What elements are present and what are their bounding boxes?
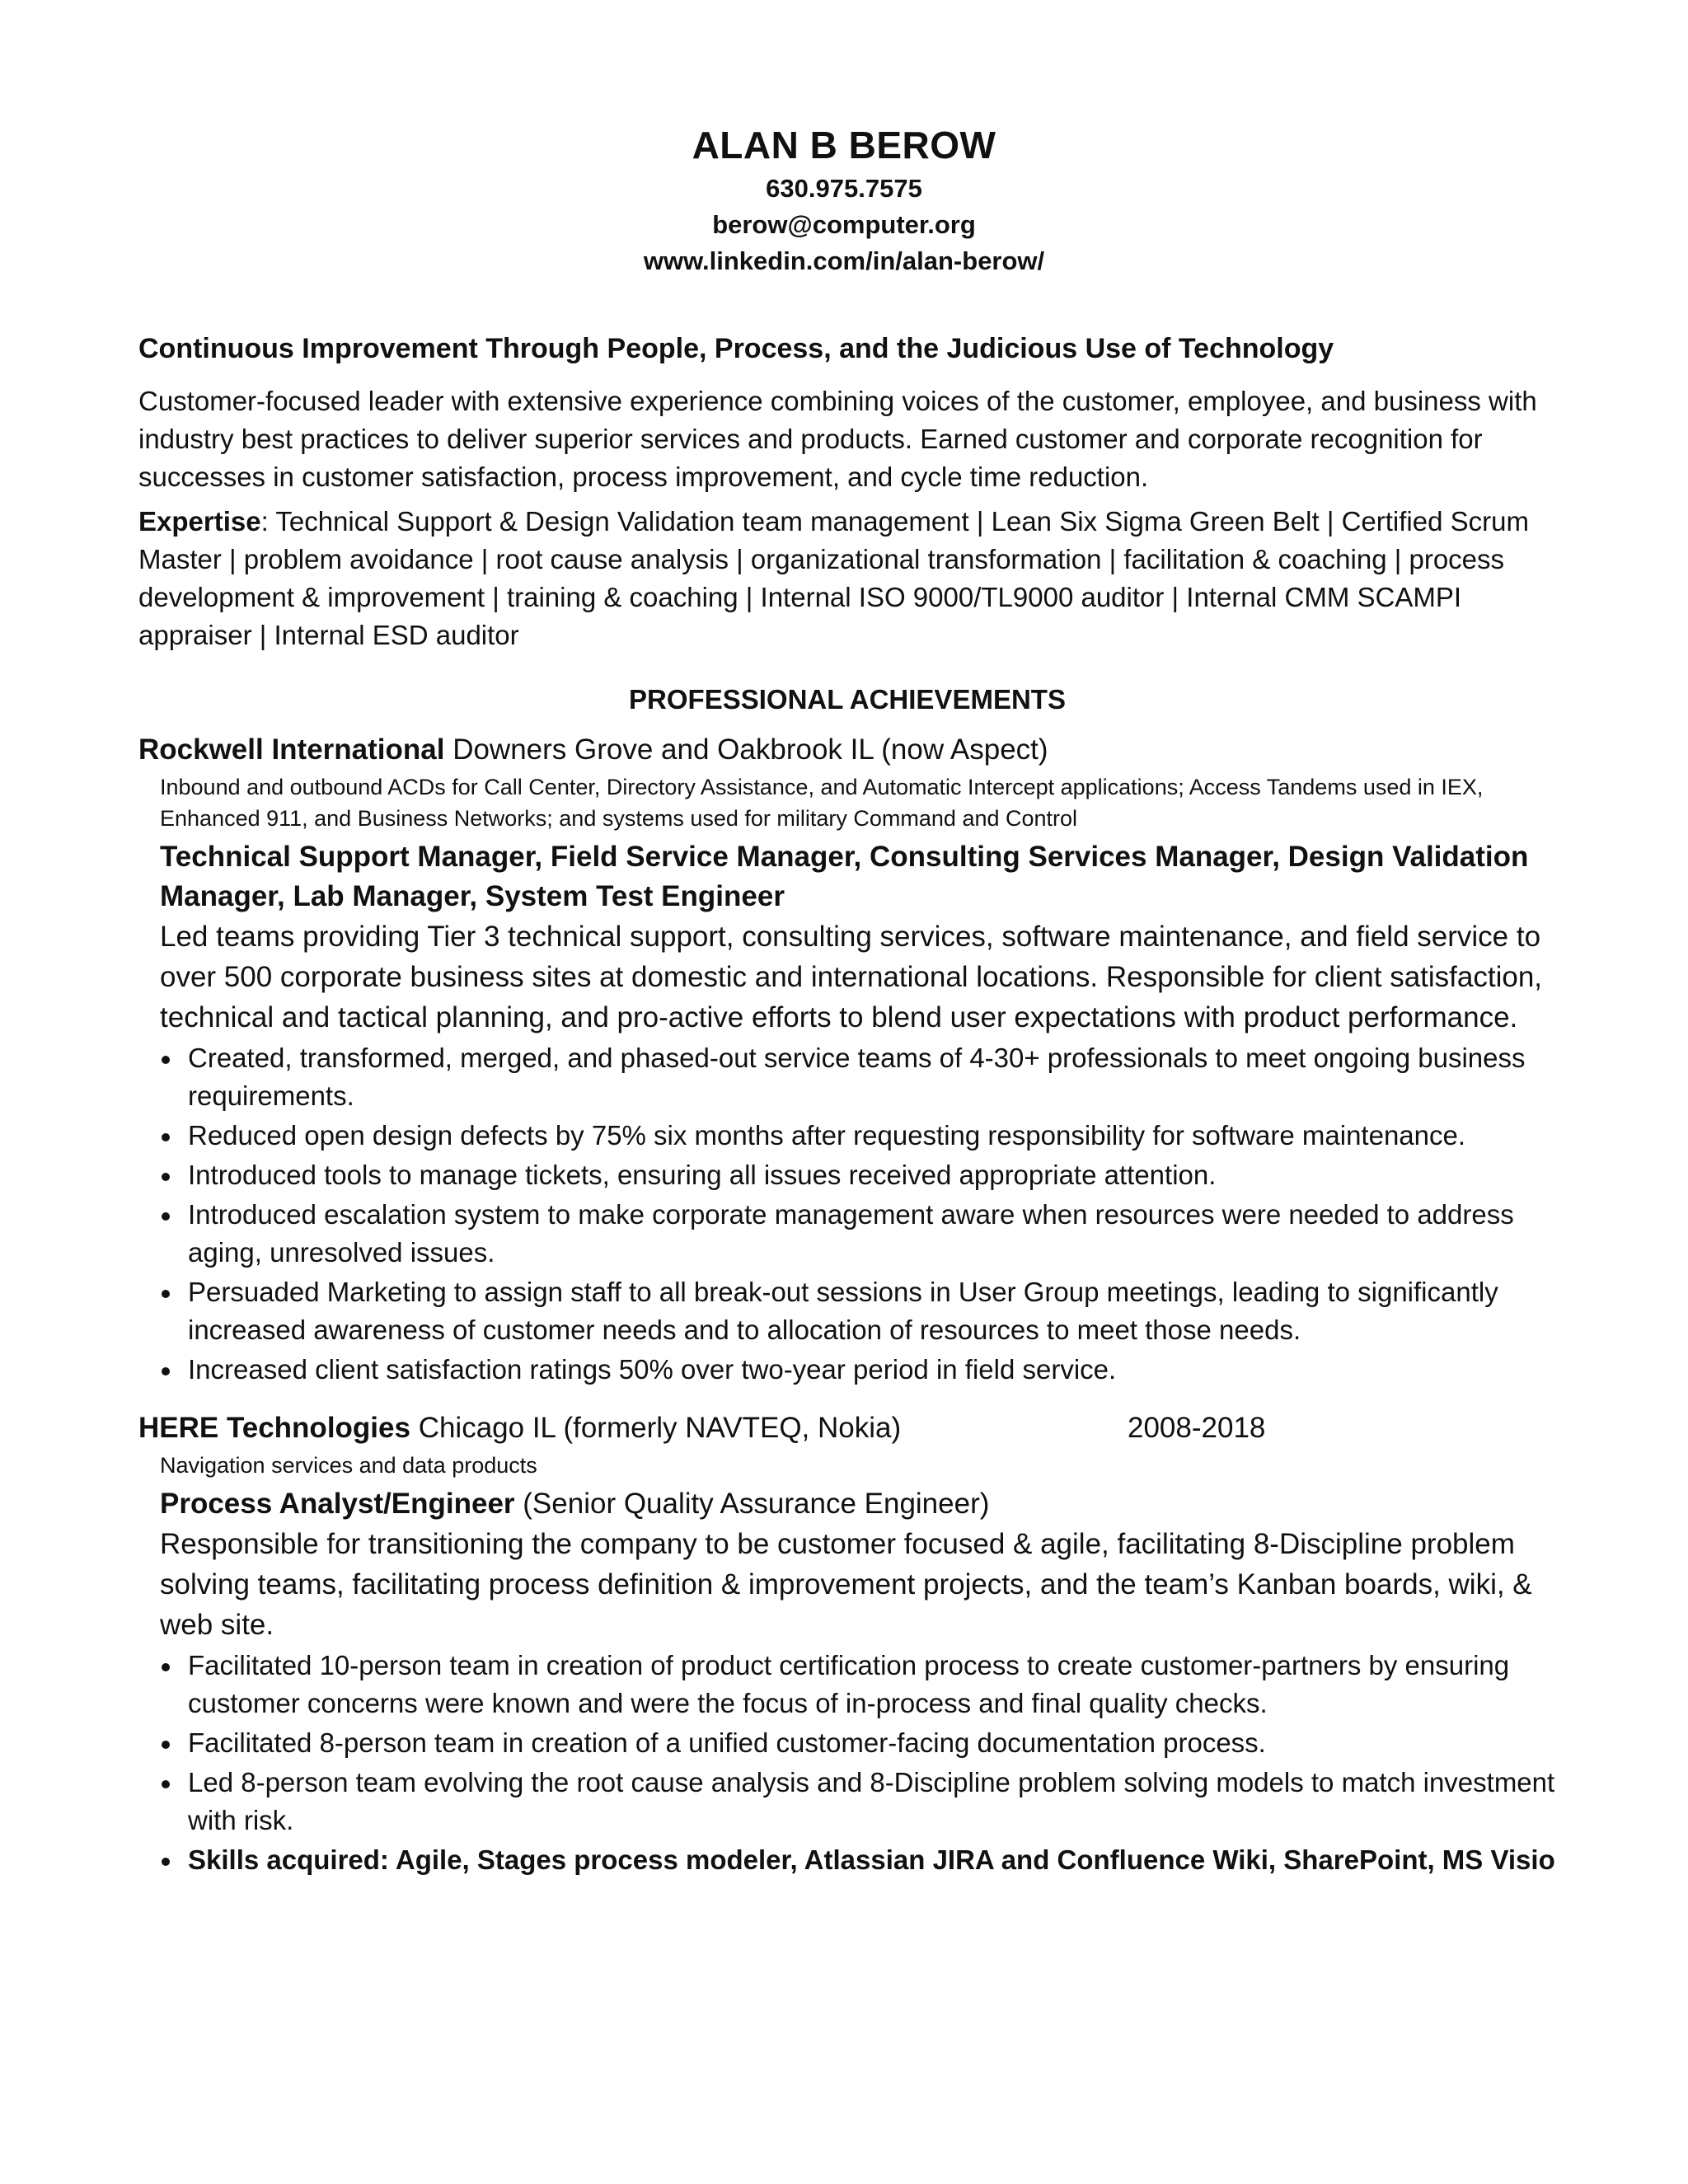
expertise-paragraph: [138, 503, 1556, 654]
company-description: Inbound and outbound ACDs for Call Center, Directory Assistance, and Automatic Intercept applications; Access Tandems used in IEX, Enhanced 911, and Business Networks; and systems used for military Command and Control: [160, 775, 1484, 831]
achievement-list: [160, 1039, 1556, 1389]
list-item: Introduced tools to manage tickets, ensuring all issues received appropriate attention.: [160, 1156, 1556, 1194]
section-title-achievements: PROFESSIONAL ACHIEVEMENTS: [629, 684, 1066, 715]
profile-tagline: Continuous Improvement Through People, Process, and the Judicious Use of Technology: [138, 333, 1334, 364]
profile-summary: Customer-focused leader with extensive experience combining voices of the customer, employee, and business with industry best practices to deliver superior services and products. Earned customer and corporate recognition for successes in customer satisfaction, process improvement, and cycle time reduction.: [138, 386, 1537, 492]
job-entry: [138, 1408, 1556, 1879]
job-title-secondary: (Senior Quality Assurance Engineer): [514, 1488, 990, 1520]
job-title-bold: Technical Support Manager, Field Service Manager, Consulting Services Manager, Design Validation Manager, Lab Manager, System Test Engineer: [160, 841, 1529, 912]
job-title-bold: Process Analyst/Engineer: [160, 1488, 515, 1520]
employment-dates: 2008-2018: [1128, 1412, 1266, 1444]
candidate-name: ALAN B BEROW: [692, 124, 996, 166]
list-item: Persuaded Marketing to assign staff to all break-out sessions in User Group meetings, leading to significantly increased awareness of customer needs and to allocation of resources to meet those needs.: [160, 1273, 1556, 1349]
linkedin-url: www.linkedin.com/in/alan-berow/: [643, 246, 1045, 275]
company-location: Downers Grove and Oakbrook IL (now Aspect): [444, 733, 1048, 766]
list-item: Increased client satisfaction ratings 50% over two-year period in field service.: [160, 1351, 1556, 1389]
resume-header: [0, 120, 1688, 279]
email-address: berow@computer.org: [712, 210, 976, 239]
job-responsibility: Responsible for transitioning the company to be customer focused & agile, facilitating 8-Discipline problem solving teams, facilitating process definition & improvement projects, and the team’s Kanban boards, wiki, & web site.: [160, 1528, 1532, 1641]
list-item: Introduced escalation system to make corporate management aware when resources were needed to address aging, unresolved issues.: [160, 1196, 1556, 1272]
list-item: Led 8-person team evolving the root cause analysis and 8-Discipline problem solving models to match investment with risk.: [160, 1764, 1556, 1840]
company-location: Chicago IL (formerly NAVTEQ, Nokia): [410, 1412, 902, 1444]
job-entry: [138, 730, 1556, 1389]
job-responsibility: Led teams providing Tier 3 technical support, consulting services, software maintenance, and field service to over 500 corporate business sites at domestic and international locations. Responsible for client satisfaction, technical and tactical planning, and pro-active efforts to blend user expectations with product performance.: [160, 921, 1543, 1033]
company-description: Navigation services and data products: [160, 1453, 537, 1478]
list-item: Facilitated 10-person team in creation of product certification process to create customer-partners by ensuring customer concerns were known and were the focus of in-process and final quality checks.: [160, 1647, 1556, 1722]
company-name: HERE Technologies: [138, 1412, 410, 1444]
phone-number: 630.975.7575: [766, 174, 922, 203]
list-item: Facilitated 8-person team in creation of a unified customer-facing documentation process.: [160, 1724, 1556, 1762]
expertise-label: Expertise: [138, 506, 261, 537]
company-line: [138, 730, 1556, 770]
resume-body: [138, 330, 1556, 1881]
job-title: [160, 837, 1556, 916]
company-line: [138, 1408, 1556, 1448]
expertise-text: : Technical Support & Design Validation team management | Lean Six Sigma Green Belt | Certified Scrum Master | problem avoidance | root cause analysis | organizational transformation | facilitation & coaching | process development & improvement | training & coaching | Internal ISO 9000/TL9000 auditor | Internal CMM SCAMPI appraiser | Internal ESD auditor: [138, 506, 1529, 650]
list-item: Reduced open design defects by 75% six months after requesting responsibility for software maintenance.: [160, 1117, 1556, 1155]
achievement-list: [160, 1647, 1556, 1879]
skills-acquired: Skills acquired: Agile, Stages process modeler, Atlassian JIRA and Confluence Wiki, SharePoint, MS Visio: [160, 1841, 1556, 1879]
company-name: Rockwell International: [138, 733, 445, 766]
list-item: Created, transformed, merged, and phased-out service teams of 4-30+ professionals to meet ongoing business requirements.: [160, 1039, 1556, 1115]
job-title: [160, 1484, 1556, 1524]
